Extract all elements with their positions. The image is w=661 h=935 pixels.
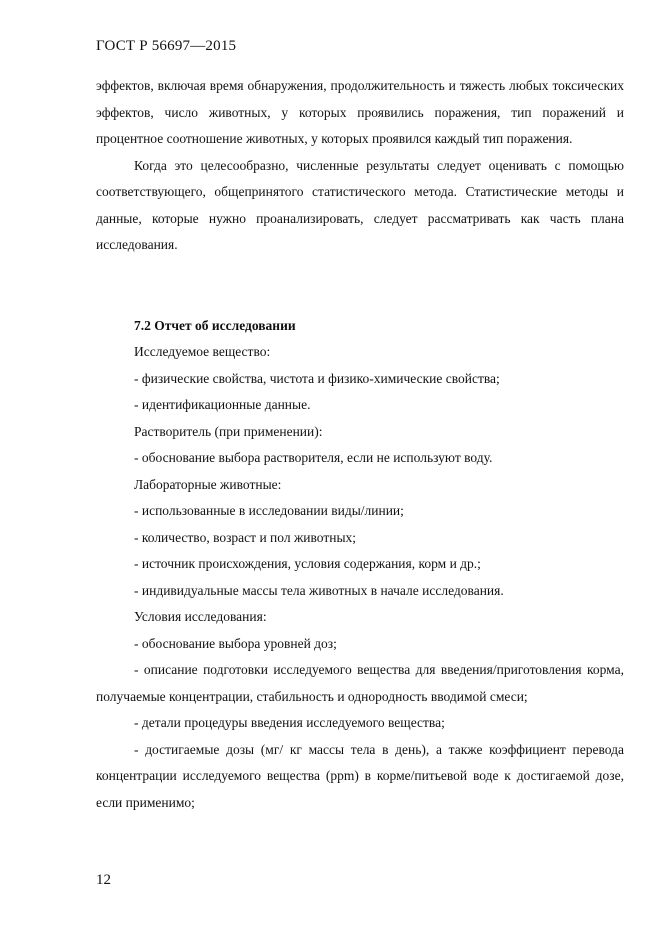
section-heading: 7.2 Отчет об исследовании (134, 317, 296, 333)
list-item: - физические свойства, чистота и физико-химические свойства; (134, 370, 500, 386)
page-number: 12 (96, 872, 111, 888)
page-content (96, 73, 624, 816)
paragraph-statistics: Когда это целесообразно, численные результаты следует оценивать с помощью соответствующего, общепринятого статистического метода. Статистические методы и данные, которые нужно проанализировать, следует рассматривать как часть плана исследования. (96, 157, 624, 252)
list-item: - обоснование выбора растворителя, если не используют воду. (134, 450, 493, 465)
list-item: - использованные в исследовании виды/линии; (134, 503, 404, 518)
animals-label: Лабораторные животные: (134, 476, 282, 492)
test-substance-label: Исследуемое вещество: (134, 344, 271, 359)
list-item: - достигаемые дозы (мг/ кг массы тела в день), а также коэффициент перевода концентрации исследуемого вещества (ppm) в корме/питьевой воде к достигаемой дозе, если применимо; (96, 741, 624, 810)
list-item: - идентификационные данные. (134, 397, 311, 412)
solvent-label: Растворитель (при применении): (134, 423, 323, 439)
list-item: - детали процедуры введения исследуемого вещества; (134, 715, 445, 730)
list-item: - обоснование выбора уровней доз; (134, 635, 337, 651)
conditions-label: Условия исследования: (134, 609, 267, 624)
list-item: - источник происхождения, условия содержания, корм и др.; (134, 556, 481, 571)
list-item: - количество, возраст и пол животных; (134, 529, 357, 545)
list-item: - описание подготовки исследуемого вещества для введения/приготовления корма, получаемые концентрации, стабильность и однородность вводимой смеси; (96, 662, 624, 704)
section-spacer (96, 259, 624, 313)
list-item: - индивидуальные массы тела животных в начале исследования. (134, 582, 504, 598)
document-header: ГОСТ Р 56697—2015 (96, 38, 237, 54)
paragraph-continuation: эффектов, включая время обнаружения, продолжительность и тяжесть любых токсических эффектов, число животных, у которых проявились поражения, тип поражений и процентное соотношение животных, у которых проявился каждый тип поражения. (96, 78, 624, 146)
